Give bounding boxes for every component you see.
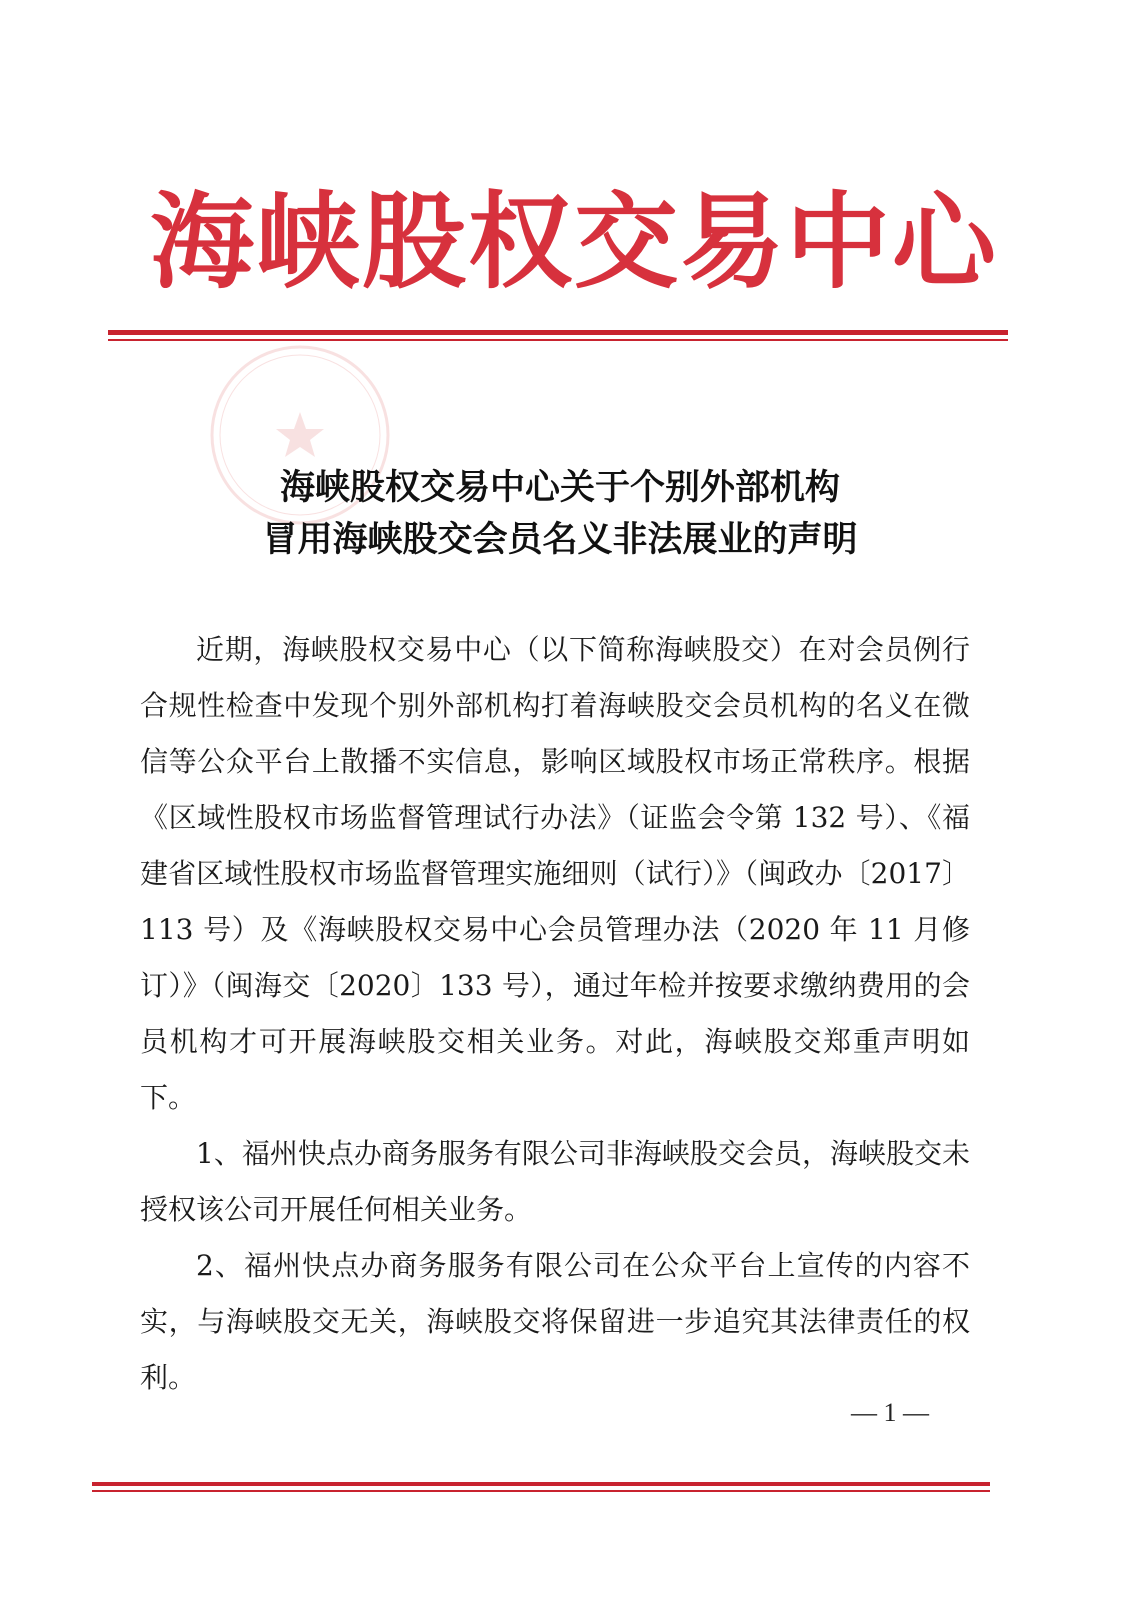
title-line-2: 冒用海峡股交会员名义非法展业的声明 — [262, 519, 858, 560]
page-number: — 1 — — [851, 1398, 929, 1427]
footer-rule-thick — [92, 1482, 990, 1486]
paragraph-item-2: 2、福州快点办商务服务有限公司在公众平台上宣传的内容不实，与海峡股交无关，海峡股交将保留进一步追究其法律责任的权利。 — [140, 1249, 970, 1394]
masthead-org-name: 海峡股权交易中心 — [150, 180, 999, 303]
document-title — [150, 462, 970, 566]
red-rule-thick — [108, 330, 1008, 335]
title-line-1: 海峡股权交易中心关于个别外部机构 — [279, 467, 840, 508]
paragraph-item-1: 1、福州快点办商务服务有限公司非海峡股交会员，海峡股交未授权该公司开展任何相关业务。 — [140, 1137, 970, 1226]
paragraph-intro: 近期，海峡股权交易中心（以下简称海峡股交）在对会员例行合规性检查中发现个别外部机构打着海峡股交会员机构的名义在微信等公众平台上散播不实信息，影响区域股权市场正常秩序。根据《区域性股权市场监督管理试行办法》（证监会令第 132 号）、《福建省区域性股权市场监督管理实施细则（试行）》（闽政办〔2017〕113 号）及《海峡股权交易中心会员管理办法（2020 年 11 月修订）》（闽海交〔2020〕133 号），通过年检并按要求缴纳费用的会员机构才可开展海峡股交相关业务。对此，海峡股交郑重声明如下。 — [140, 633, 970, 1114]
statement-body — [140, 622, 970, 1406]
footer-rule-thin — [92, 1490, 990, 1492]
